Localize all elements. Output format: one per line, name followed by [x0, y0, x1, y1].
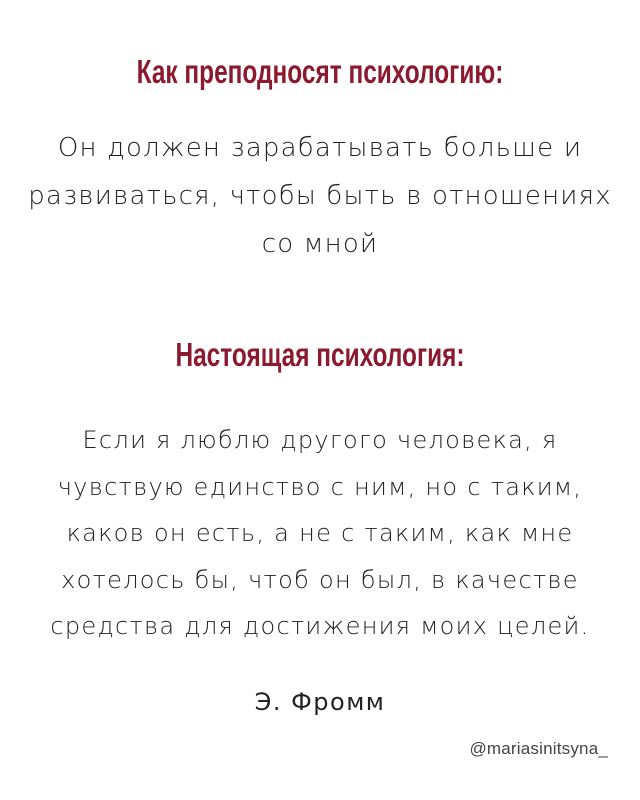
section-2-quote — [20, 417, 620, 650]
section-1-text — [20, 124, 620, 268]
section-2-line: Если я люблю другого человека, я — [82, 426, 558, 454]
section-1-line: со мной — [261, 229, 379, 259]
section-2-line: хотелось бы, чтоб он был, в качестве — [61, 565, 579, 594]
quote-author: Э. Фромм — [254, 688, 386, 716]
section-1-heading: Как преподносят психологию: — [136, 53, 504, 90]
section-2-heading: Настоящая психология: — [175, 336, 465, 373]
author-handle: @mariasinitsyna_ — [469, 739, 608, 758]
section-1-line: развиваться, чтобы быть в отношениях — [28, 181, 612, 211]
section-2-line: средства для достижения моих целей. — [50, 612, 590, 640]
section-2-line: чувствую единство с ним, но с таким, — [57, 472, 583, 501]
section-1-line: Он должен зарабатывать больше и — [57, 133, 583, 163]
section-2-line: каков он есть, а не с таким, как мне — [66, 519, 574, 547]
